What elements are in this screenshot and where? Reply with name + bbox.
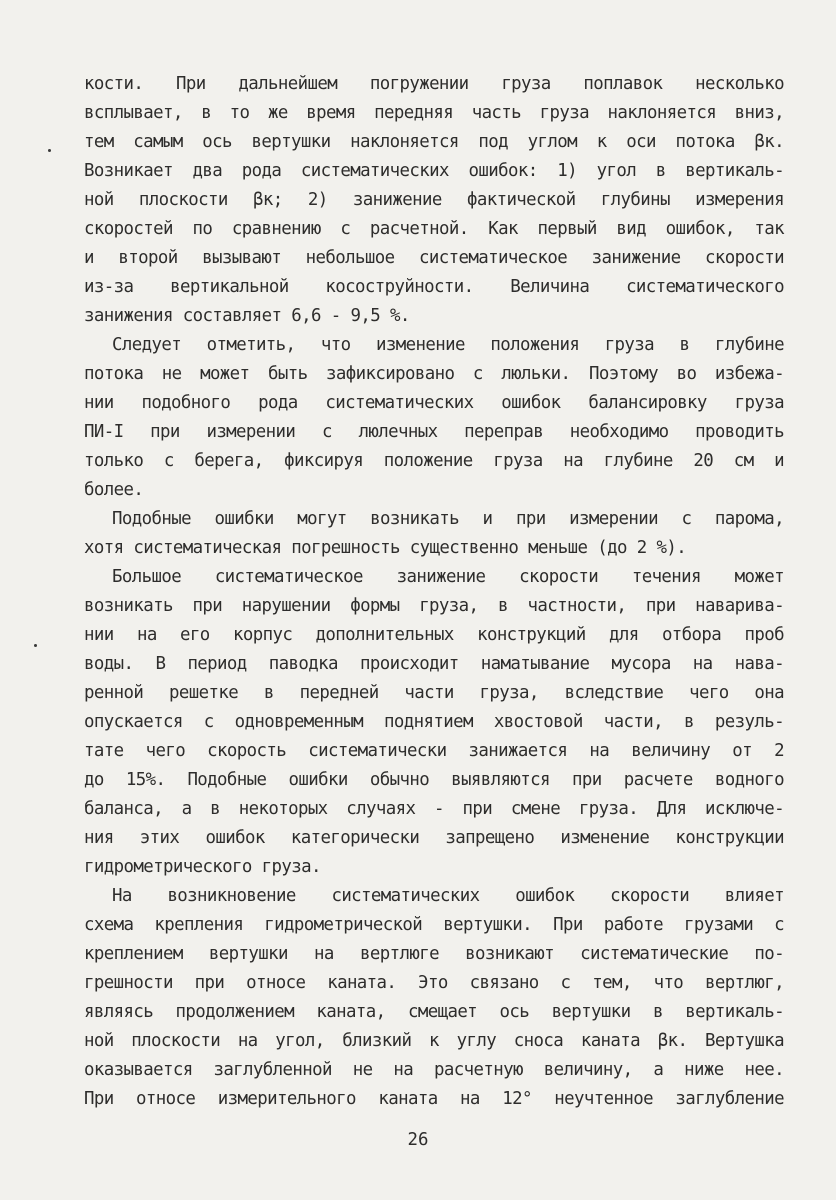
text-line: опускается с одновременным поднятием хвостовой части, в резуль- — [84, 712, 784, 732]
paragraph-first-line: Подобные ошибки могут возникать и при измерении с парома, — [112, 509, 784, 529]
text-line: грешности при относе каната. Это связано с тем, что вертлюг, — [84, 973, 784, 993]
body-text — [84, 70, 784, 1114]
text-line: нии на его корпус дополнительных конструкций для отбора проб — [84, 625, 784, 645]
text-line: из-за вертикальной косоструйности. Величина систематического — [84, 277, 784, 297]
text-line: воды. В период паводка происходит наматывание мусора на нава- — [84, 654, 784, 674]
text-line: При относе измерительного каната на 12° неучтенное заглубление — [84, 1089, 784, 1109]
text-line: ния этих ошибок категорически запрещено изменение конструкции — [84, 828, 784, 848]
text-line: только с берега, фиксируя положение груза на глубине 20 см и — [84, 451, 784, 471]
text-line: гидрометрического груза. — [84, 857, 321, 877]
text-line: ной плоскости βк; 2) занижение фактической глубины измерения — [84, 190, 784, 210]
text-line: нии подобного рода систематических ошибок балансировку груза — [84, 393, 784, 413]
text-line: ренной решетке в передней части груза, вследствие чего она — [84, 683, 784, 703]
text-line: и второй вызывают небольшое систематическое занижение скорости — [84, 248, 784, 268]
text-line: Возникает два рода систематических ошибок: 1) угол в вертикаль- — [84, 161, 784, 181]
text-line: возникать при нарушении формы груза, в частности, при наварива- — [84, 596, 784, 616]
page-number: 26 — [407, 1130, 429, 1150]
text-line: занижения составляет 6,6 - 9,5 %. — [84, 306, 410, 326]
scan-speck — [34, 644, 37, 647]
text-line: тем самым ось вертушки наклоняется под углом к оси потока βк. — [84, 132, 784, 152]
text-line: баланса, а в некоторых случаях - при смене груза. Для исключе- — [84, 799, 784, 819]
text-line: оказывается заглубленной не на расчетную величину, а ниже нее. — [84, 1060, 784, 1080]
text-line: скоростей по сравнению с расчетной. Как первый вид ошибок, так — [84, 219, 784, 239]
paragraph-first-line: Большое систематическое занижение скорости течения может — [112, 567, 784, 587]
text-line: креплением вертушки на вертлюге возникают систематические по- — [84, 944, 784, 964]
text-line: схема крепления гидрометрической вертушки. При работе грузами с — [84, 915, 784, 935]
text-line: являясь продолжением каната, смещает ось вертушки в вертикаль- — [84, 1002, 784, 1022]
paragraph-first-line: На возникновение систематических ошибок скорости влияет — [112, 886, 784, 906]
text-line: тате чего скорость систематически занижается на величину от 2 — [84, 741, 784, 761]
scan-speck — [48, 149, 51, 152]
text-line: кости. При дальнейшем погружении груза поплавок несколько — [84, 74, 784, 94]
paragraph-first-line: Следует отметить, что изменение положения груза в глубине — [112, 335, 784, 355]
text-line: до 15%. Подобные ошибки обычно выявляются при расчете водного — [84, 770, 784, 790]
text-line: ПИ-I при измерении с люлечных переправ необходимо проводить — [84, 422, 784, 442]
text-line: хотя систематическая погрешность существенно меньше (до 2 %). — [84, 538, 687, 558]
text-line: ной плоскости на угол, близкий к углу сноса каната βк. Вертушка — [84, 1031, 784, 1051]
text-line: более. — [84, 480, 144, 500]
text-line: потока не может быть зафиксировано с люльки. Поэтому во избежа- — [84, 364, 784, 384]
text-line: всплывает, в то же время передняя часть груза наклоняется вниз, — [84, 103, 784, 123]
